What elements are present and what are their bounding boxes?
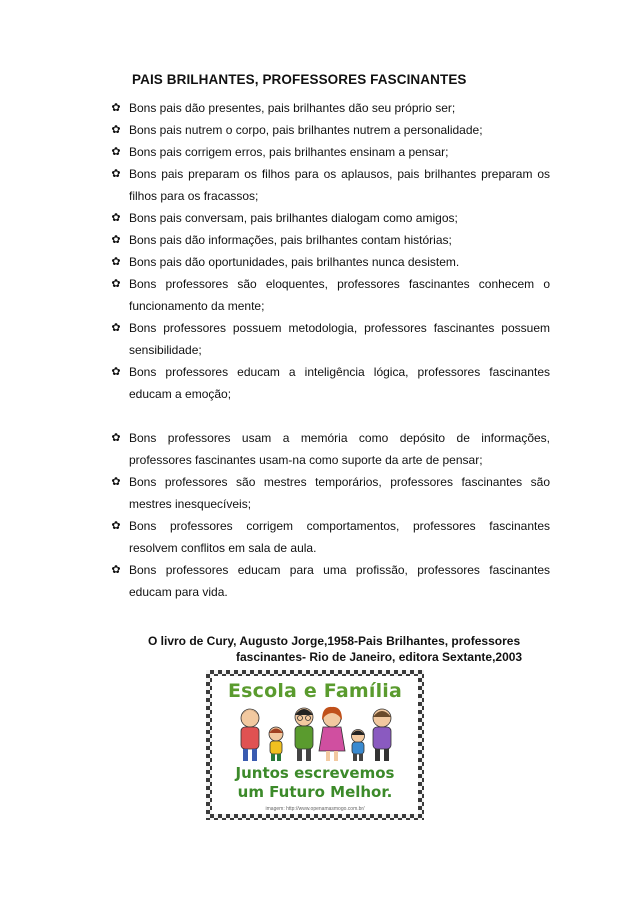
flower-bullet-icon: ✿ <box>111 432 121 444</box>
flower-bullet-icon: ✿ <box>111 366 121 378</box>
adult-figure-icon <box>373 709 391 761</box>
list-item <box>110 317 550 361</box>
list-item <box>110 427 550 471</box>
banner-title: Escola e Família <box>227 680 403 702</box>
flower-bullet-icon: ✿ <box>111 124 121 136</box>
list-item <box>110 163 550 207</box>
banner-credit: imagem: http://www.openamasmogo.com.br/ <box>265 806 365 812</box>
list-item-text: Bons professores educam para uma profissão, professores fascinantes educam para vida. <box>129 563 550 599</box>
list-item <box>110 471 550 515</box>
list-item <box>110 119 550 141</box>
adult-figure-icon <box>295 708 313 761</box>
flower-bullet-icon: ✿ <box>111 212 121 224</box>
banner-subtitle-line-1: Juntos escrevemos <box>235 764 395 782</box>
family-illustration <box>228 704 402 762</box>
list-item <box>110 97 550 119</box>
adult-figure-icon <box>319 707 345 761</box>
flower-bullet-icon: ✿ <box>111 168 121 180</box>
page-title: PAIS BRILHANTES, PROFESSORES FASCINANTES <box>132 72 467 87</box>
list-item-text: Bons professores educam a inteligência lógica, professores fascinantes educam a emoção; <box>129 365 550 401</box>
list-item-text: Bons pais dão oportunidades, pais brilhantes nunca desistem. <box>129 255 460 269</box>
list-item-text: Bons pais dão presentes, pais brilhantes dão seu próprio ser; <box>129 101 456 115</box>
list-item <box>110 361 550 405</box>
bullet-list <box>110 97 550 603</box>
list-item-text: Bons pais corrigem erros, pais brilhantes ensinam a pensar; <box>129 145 449 159</box>
list-item <box>110 559 550 603</box>
list-item <box>110 273 550 317</box>
citation <box>148 633 548 665</box>
flower-bullet-icon: ✿ <box>111 234 121 246</box>
list-item <box>110 229 550 251</box>
banner-subtitle-line-2: um Futuro Melhor. <box>237 783 393 801</box>
flower-bullet-icon: ✿ <box>111 102 121 114</box>
list-item <box>110 207 550 229</box>
list-item-text: Bons professores possuem metodologia, professores fascinantes possuem sensibilidade; <box>129 321 550 357</box>
flower-bullet-icon: ✿ <box>111 564 121 576</box>
list-item <box>110 251 550 273</box>
school-family-banner <box>206 670 424 820</box>
flower-bullet-icon: ✿ <box>111 520 121 532</box>
citation-line-2: fascinantes- Rio de Janeiro, editora Sextante,2003 <box>236 650 523 664</box>
flower-bullet-icon: ✿ <box>111 476 121 488</box>
child-figure-icon <box>351 730 365 762</box>
list-item-text: Bons professores são mestres temporários, professores fascinantes são mestres inesquecíveis; <box>129 475 550 511</box>
list-item <box>110 515 550 559</box>
list-item-text: Bons pais preparam os filhos para os aplausos, pais brilhantes preparam os filhos para os fracassos; <box>129 167 550 203</box>
adult-figure-icon <box>241 709 259 761</box>
flower-bullet-icon: ✿ <box>111 322 121 334</box>
list-item <box>110 141 550 163</box>
child-figure-icon <box>269 727 283 761</box>
flower-bullet-icon: ✿ <box>111 256 121 268</box>
banner-subtitle <box>212 764 418 802</box>
flower-bullet-icon: ✿ <box>111 278 121 290</box>
list-item-text: Bons professores corrigem comportamentos, professores fascinantes resolvem conflitos em sala de aula. <box>129 519 550 555</box>
flower-bullet-icon: ✿ <box>111 146 121 158</box>
list-item-text: Bons professores são eloquentes, professores fascinantes conhecem o funcionamento da mente; <box>129 277 550 313</box>
citation-line-1: O livro de Cury, Augusto Jorge,1958-Pais Brilhantes, professores <box>148 634 521 648</box>
list-item-text: Bons pais dão informações, pais brilhantes contam histórias; <box>129 233 452 247</box>
list-item-text: Bons pais conversam, pais brilhantes dialogam como amigos; <box>129 211 458 225</box>
list-item-text: Bons pais nutrem o corpo, pais brilhantes nutrem a personalidade; <box>129 123 483 137</box>
banner-content <box>212 676 418 814</box>
list-item-text: Bons professores usam a memória como depósito de informações, professores fascinantes usam-na como suporte da arte de pensar; <box>129 431 550 467</box>
